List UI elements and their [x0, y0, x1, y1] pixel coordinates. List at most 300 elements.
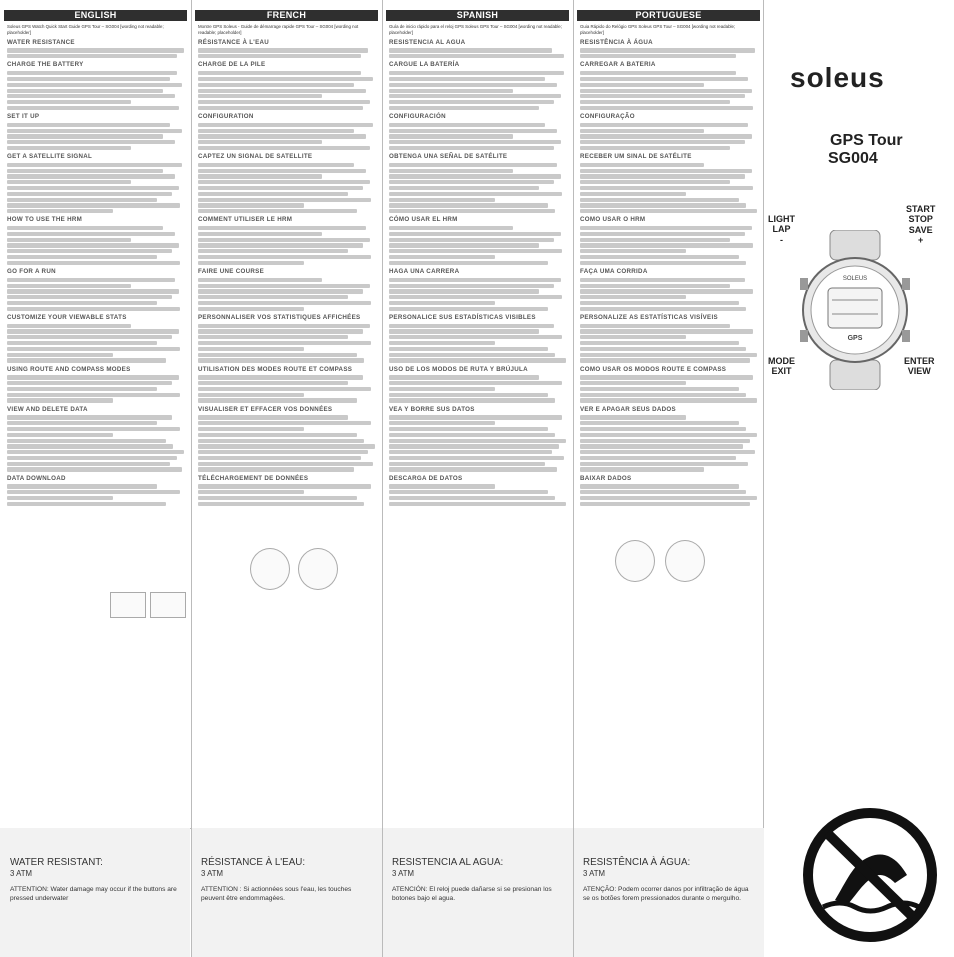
text-line — [580, 301, 739, 305]
water-title: RÉSISTANCE À L'EAU: — [201, 857, 306, 868]
text-line — [7, 129, 182, 133]
text-line — [580, 163, 704, 167]
text-line — [7, 341, 157, 345]
text-line — [7, 192, 172, 196]
text-line — [580, 467, 704, 471]
section — [389, 153, 566, 213]
text-line — [7, 83, 182, 87]
text-line — [580, 226, 752, 230]
section — [389, 406, 566, 472]
text-line — [7, 353, 113, 357]
intro-text: Soleus GPS Watch Quick Start Guide GPS Tour – SG004 [wording not readable; placeholder] — [7, 24, 164, 35]
lap-label: LAP — [772, 224, 791, 235]
text-line — [7, 243, 179, 247]
section-title: FAIRE UNE COURSE — [198, 268, 264, 275]
divider — [763, 0, 764, 957]
watch-gps-label: GPS — [847, 335, 863, 342]
section — [580, 61, 757, 110]
text-line — [7, 335, 172, 339]
text-line — [198, 129, 354, 133]
water-note: ATENCIÓN: El reloj puede dañarse si se presionan los botones bajo el agua. — [392, 886, 552, 902]
text-line — [7, 467, 182, 471]
text-line — [580, 232, 745, 236]
watch-sketch — [150, 592, 186, 618]
text-line — [7, 347, 180, 351]
text-line — [198, 456, 361, 460]
water-title: WATER RESISTANT: — [10, 857, 103, 868]
save-label: SAVE — [908, 224, 933, 235]
divider — [573, 0, 574, 957]
text-line — [580, 329, 753, 333]
text-line — [7, 307, 180, 311]
section-title: COMO USAR O HRM — [580, 216, 646, 224]
text-line — [198, 381, 348, 385]
text-line — [389, 255, 495, 259]
text-line — [580, 261, 746, 265]
view-label: VIEW — [907, 366, 931, 377]
section-title: CHARGE THE BATTERY — [7, 61, 84, 69]
text-line — [7, 427, 180, 431]
section — [580, 314, 757, 363]
text-line — [580, 249, 686, 253]
text-line — [389, 496, 555, 500]
text-line — [198, 238, 370, 242]
text-line — [580, 433, 757, 437]
text-line — [198, 329, 363, 333]
section — [7, 153, 184, 213]
text-line — [389, 284, 554, 288]
text-line — [198, 324, 370, 328]
watch-sketch — [250, 548, 290, 590]
text-line — [198, 427, 304, 431]
section — [7, 61, 184, 110]
section-title: VEA Y BORRE SUS DATOS — [389, 405, 475, 413]
text-line — [389, 180, 554, 184]
text-line — [198, 375, 363, 379]
text-line — [389, 375, 539, 379]
text-line — [7, 324, 131, 328]
section — [580, 113, 757, 150]
watch-sketch — [615, 540, 655, 582]
section — [7, 268, 184, 311]
text-line — [580, 77, 748, 81]
text-line — [7, 226, 163, 230]
text-line — [198, 358, 364, 362]
plus-label: + — [918, 235, 924, 246]
text-line — [7, 163, 182, 167]
text-line — [7, 484, 157, 488]
text-line — [198, 180, 370, 184]
text-line — [198, 255, 371, 259]
text-line — [198, 186, 363, 190]
text-line — [198, 353, 357, 357]
text-line — [198, 393, 304, 397]
text-line — [580, 238, 730, 242]
text-line — [580, 295, 686, 299]
intro-text: Guia Rápido do Relógio GPS Soleus GPS Tour – SG004 [wording not readable; placeholder] — [580, 24, 736, 35]
column-header: FRENCH — [195, 10, 378, 21]
text-line — [7, 444, 173, 448]
text-line — [580, 444, 743, 448]
text-line — [389, 192, 562, 196]
section-title: CÓMO USAR EL HRM — [389, 216, 458, 224]
text-line — [389, 243, 539, 247]
text-line — [389, 398, 555, 402]
text-line — [580, 146, 730, 150]
column-header: PORTUGUESE — [577, 10, 760, 21]
text-line — [389, 163, 557, 167]
section-title: PERSONNALISER VOS STATISTIQUES AFFICHÉES — [198, 313, 361, 321]
section-title: SET IT UP — [7, 113, 40, 121]
text-line — [580, 393, 746, 397]
text-line — [580, 243, 753, 247]
text-line — [198, 307, 304, 311]
text-line — [198, 232, 322, 236]
text-line — [198, 415, 348, 419]
text-line — [7, 496, 113, 500]
section-title: DATA DOWNLOAD — [7, 474, 66, 482]
text-line — [580, 456, 736, 460]
text-line — [7, 134, 163, 138]
text-line — [580, 341, 739, 345]
text-line — [580, 169, 752, 173]
text-line — [389, 209, 555, 213]
text-line — [389, 347, 548, 351]
text-line — [389, 295, 562, 299]
watch-sketch — [298, 548, 338, 590]
text-line — [580, 255, 739, 259]
text-line — [389, 226, 513, 230]
text-line — [198, 169, 366, 173]
text-line — [198, 77, 373, 81]
text-line — [580, 421, 739, 425]
text-line — [389, 307, 548, 311]
section-title: RESISTÊNCIA À ÁGUA — [580, 38, 653, 46]
text-line — [198, 106, 363, 110]
text-line — [7, 295, 172, 299]
light-lap-label — [768, 214, 795, 245]
text-line — [7, 450, 184, 454]
text-line — [198, 163, 354, 167]
watch-illustration — [800, 230, 910, 390]
section-title: VISUALISER ET EFFACER VOS DONNÉES — [198, 405, 333, 413]
text-line — [198, 295, 348, 299]
enter-label: ENTER — [904, 356, 935, 366]
section-title: TÉLÉCHARGEMENT DE DONNÉES — [198, 474, 309, 482]
text-line — [389, 341, 495, 345]
text-line — [389, 48, 552, 52]
text-line — [580, 427, 746, 431]
text-line — [389, 450, 552, 454]
text-line — [7, 186, 179, 190]
text-line — [198, 209, 357, 213]
model-name: GPS Tour — [830, 132, 903, 149]
water-value: 3 ATM — [583, 869, 605, 878]
column-french — [195, 10, 378, 828]
text-line — [7, 100, 131, 104]
column-header: SPANISH — [386, 10, 569, 21]
text-line — [580, 490, 746, 494]
text-line — [198, 192, 348, 196]
text-line — [198, 490, 304, 494]
text-line — [389, 393, 548, 397]
text-line — [580, 174, 745, 178]
text-line — [389, 169, 513, 173]
column-header: ENGLISH — [4, 10, 187, 21]
text-line — [580, 484, 739, 488]
brand-logo: soleus — [790, 62, 885, 93]
section-title: BAIXAR DADOS — [580, 474, 632, 482]
text-line — [198, 444, 375, 448]
text-line — [7, 375, 179, 379]
text-line — [7, 106, 179, 110]
text-line — [580, 134, 752, 138]
light-label: LIGHT — [768, 214, 795, 224]
section-title: UTILISATION DES MODES ROUTE ET COMPASS — [198, 365, 353, 373]
text-line — [580, 192, 686, 196]
section — [389, 39, 566, 59]
text-line — [389, 387, 495, 391]
text-line — [580, 198, 739, 202]
model-code: SG004 — [828, 150, 878, 167]
text-line — [580, 100, 730, 104]
text-line — [7, 203, 180, 207]
text-line — [580, 203, 746, 207]
text-line — [580, 335, 686, 339]
text-line — [389, 203, 548, 207]
text-line — [198, 243, 363, 247]
section-title: COMO USAR OS MODOS ROUTE E COMPASS — [580, 365, 727, 373]
section-title: HAGA UNA CARRERA — [389, 268, 460, 275]
text-line — [7, 89, 163, 93]
section — [198, 113, 375, 150]
section-title: COMMENT UTILISER LE HRM — [198, 216, 293, 224]
section-title: WATER RESISTANCE — [7, 38, 75, 46]
section — [389, 314, 566, 363]
text-line — [198, 398, 357, 402]
section-title: HOW TO USE THE HRM — [7, 216, 83, 224]
divider — [191, 0, 192, 957]
text-line — [7, 209, 113, 213]
text-line — [198, 249, 348, 253]
section-title: RECEBER UM SINAL DE SATÉLITE — [580, 153, 692, 161]
text-line — [198, 502, 364, 506]
text-line — [389, 146, 554, 150]
text-line — [198, 387, 371, 391]
text-line — [580, 347, 746, 351]
section — [389, 216, 566, 265]
text-line — [198, 94, 322, 98]
water-note: ATTENTION : Si actionnées sous l'eau, les touches peuvent être endommagées. — [201, 886, 352, 902]
section — [198, 475, 375, 506]
text-line — [389, 502, 566, 506]
section — [389, 113, 566, 150]
text-line — [580, 54, 736, 58]
text-line — [389, 439, 566, 443]
section-title: CARGUE LA BATERÍA — [389, 61, 460, 69]
text-line — [580, 123, 748, 127]
text-line — [7, 146, 131, 150]
text-line — [7, 456, 177, 460]
section-title: CARREGAR A BATERIA — [580, 61, 656, 69]
text-line — [7, 232, 175, 236]
watch-brand: SOLEUS — [842, 276, 868, 282]
text-line — [198, 100, 370, 104]
text-line — [198, 347, 304, 351]
section-title: CHARGE DE LA PILE — [198, 61, 266, 69]
text-line — [198, 89, 366, 93]
section — [7, 366, 184, 403]
section — [7, 113, 184, 150]
text-line — [389, 232, 561, 236]
column-portuguese — [577, 10, 760, 828]
text-line — [7, 398, 113, 402]
text-line — [389, 54, 564, 58]
text-line — [7, 77, 170, 81]
section — [7, 216, 184, 265]
section-title: VER E APAGAR SEUS DADOS — [580, 405, 676, 413]
section — [580, 475, 757, 506]
intro-text: Montre GPS Soleus - Guide de démarrage rapide GPS Tour – SG004 [wording not readable; placeholder] — [198, 24, 359, 35]
text-line — [198, 71, 361, 75]
text-line — [580, 284, 730, 288]
text-line — [580, 140, 745, 144]
text-line — [198, 48, 368, 52]
text-line — [198, 146, 370, 150]
water-value: 3 ATM — [392, 869, 414, 878]
text-line — [7, 48, 184, 52]
text-line — [198, 439, 364, 443]
section-title: RÉSISTANCE À L'EAU — [198, 38, 270, 46]
text-line — [7, 278, 175, 282]
text-line — [7, 393, 180, 397]
text-line — [198, 134, 366, 138]
text-line — [389, 358, 566, 362]
water-title: RESISTENCIA AL AGUA: — [392, 857, 504, 868]
text-line — [580, 381, 686, 385]
text-line — [389, 134, 513, 138]
text-line — [580, 186, 753, 190]
text-line — [580, 353, 757, 357]
text-line — [7, 54, 177, 58]
text-line — [580, 209, 757, 213]
section — [580, 268, 757, 311]
text-line — [7, 169, 163, 173]
text-line — [580, 71, 736, 75]
text-line — [198, 278, 322, 282]
watch-sketch — [110, 592, 146, 618]
text-line — [7, 415, 172, 419]
text-line — [580, 496, 757, 500]
text-line — [389, 433, 555, 437]
text-line — [7, 249, 172, 253]
text-line — [389, 140, 561, 144]
text-line — [389, 335, 562, 339]
text-line — [580, 324, 730, 328]
column-spanish — [386, 10, 569, 828]
section-title: USING ROUTE AND COMPASS MODES — [7, 365, 131, 373]
section-title: RESISTENCIA AL AGUA — [389, 38, 466, 46]
section-title: CONFIGURACIÓN — [389, 113, 446, 121]
text-line — [389, 456, 564, 460]
text-line — [389, 467, 557, 471]
text-line — [7, 140, 175, 144]
section-title: CONFIGURAÇÃO — [580, 113, 635, 121]
text-line — [389, 324, 554, 328]
intro-text: Guía de inicio rápido para el reloj GPS Soleus GPS Tour – SG004 [wording not readable; placeholder] — [389, 24, 562, 35]
text-line — [389, 490, 548, 494]
section — [198, 406, 375, 472]
text-line — [198, 335, 348, 339]
text-line — [198, 123, 373, 127]
stop-label: STOP — [908, 214, 933, 225]
text-line — [580, 375, 753, 379]
section — [198, 314, 375, 363]
section-title: DESCARGA DE DATOS — [389, 474, 463, 482]
text-line — [580, 106, 753, 110]
text-line — [580, 450, 755, 454]
text-line — [389, 123, 545, 127]
section — [198, 268, 375, 311]
text-line — [580, 289, 753, 293]
section — [198, 366, 375, 403]
section-title: FAÇA UMA CORRIDA — [580, 268, 648, 275]
section-title: USO DE LOS MODOS DE RUTA Y BRÚJULA — [389, 365, 528, 373]
text-line — [198, 341, 371, 345]
section — [7, 39, 184, 59]
text-line — [580, 48, 755, 52]
text-line — [580, 398, 757, 402]
text-line — [580, 415, 686, 419]
section — [389, 366, 566, 403]
text-line — [7, 261, 180, 265]
section — [198, 216, 375, 265]
section-title: GET A SATELLITE SIGNAL — [7, 153, 93, 161]
text-line — [389, 289, 539, 293]
section-title: CONFIGURATION — [198, 113, 254, 121]
section — [389, 475, 566, 506]
text-line — [389, 198, 495, 202]
text-line — [198, 140, 322, 144]
text-line — [7, 301, 157, 305]
text-line — [7, 329, 179, 333]
text-line — [389, 129, 557, 133]
text-line — [389, 381, 562, 385]
no-water-icon — [795, 805, 945, 945]
text-line — [389, 249, 562, 253]
text-line — [198, 174, 322, 178]
section-title: GO FOR A RUN — [7, 268, 56, 275]
text-line — [198, 284, 370, 288]
section — [7, 406, 184, 472]
text-line — [389, 261, 548, 265]
section — [198, 153, 375, 213]
divider — [382, 0, 383, 957]
text-line — [198, 226, 366, 230]
text-line — [580, 502, 750, 506]
text-line — [580, 83, 704, 87]
water-note: ATENÇÃO: Podem ocorrer danos por infiltração de água se os botões forem pressionados durante o mergulho. — [583, 886, 749, 902]
text-line — [7, 289, 179, 293]
text-line — [198, 433, 357, 437]
text-line — [580, 94, 745, 98]
water-value: 3 ATM — [201, 869, 223, 878]
water-note: ATTENTION: Water damage may occur if the buttons are pressed underwater — [10, 886, 177, 902]
text-line — [580, 89, 752, 93]
text-line — [389, 353, 555, 357]
text-line — [580, 387, 739, 391]
section — [580, 39, 757, 59]
